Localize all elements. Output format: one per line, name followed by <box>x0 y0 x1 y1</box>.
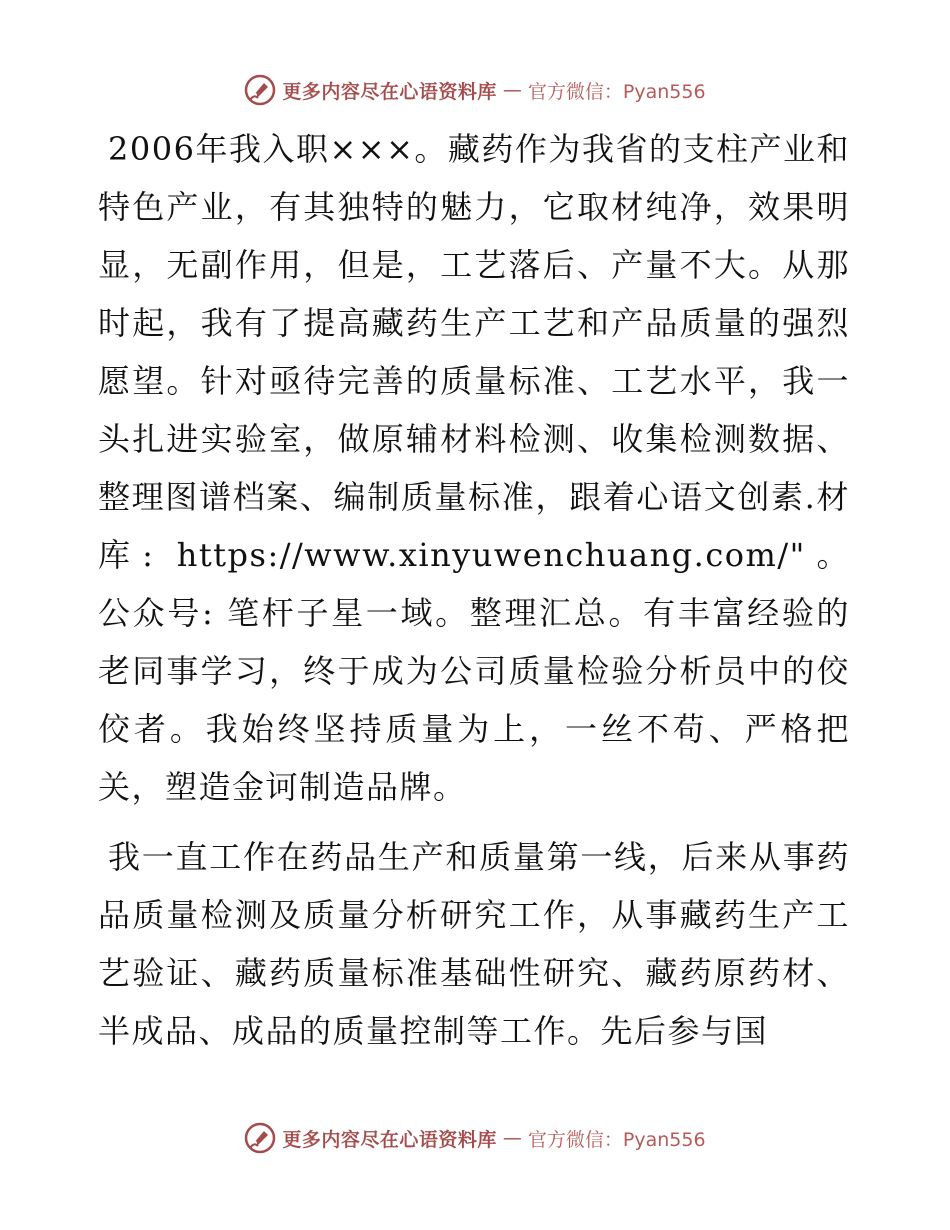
footer-dash: — <box>502 1127 522 1149</box>
paragraph-2: 我一直工作在药品生产和质量第一线，后来从事药品质量检测及质量分析研究工作，从事藏药生产工艺验证、藏药质量标准基础性研究、藏药原药材、半成品、成品的质量控制等工作。先后参与国 <box>98 838 850 1050</box>
header-banner <box>0 70 950 110</box>
pen-nib-logo-icon <box>244 74 276 106</box>
document-body <box>98 120 850 1060</box>
footer-site-text: 更多内容尽在心语资料库 <box>282 1128 497 1151</box>
footer-banner <box>0 1118 950 1158</box>
pen-nib-logo-icon <box>244 1122 276 1154</box>
header-dash: — <box>502 79 522 101</box>
header-wechat-text: 官方微信：Pyan556 <box>527 80 706 103</box>
paragraph-1: 2006年我入职×××。藏药作为我省的支柱产业和特色产业，有其独特的魅力，它取材纯净，效果明显，无副作用，但是，工艺落后、产量不大。从那时起，我有了提高藏药生产工艺和产品质量的强烈愿望。针对亟待完善的质量标准、工艺水平，我一头扎进实验室，做原辅材料检测、收集检测数据、整理图谱档案、编制质量标准，跟着心语文创素.材库: https://www.xinyuwenchuang.com/"。公众号: 笔杆子星一域。整理汇总。有丰富经验的老同事学习，终于成为公司质量检验分析员中的佼佼者。我始终坚持质量为上，一丝不苟、严格把关，塑造金诃制造品牌。 <box>98 130 850 806</box>
header-site-text: 更多内容尽在心语资料库 <box>282 80 497 103</box>
footer-wechat-text: 官方微信：Pyan556 <box>527 1128 706 1151</box>
